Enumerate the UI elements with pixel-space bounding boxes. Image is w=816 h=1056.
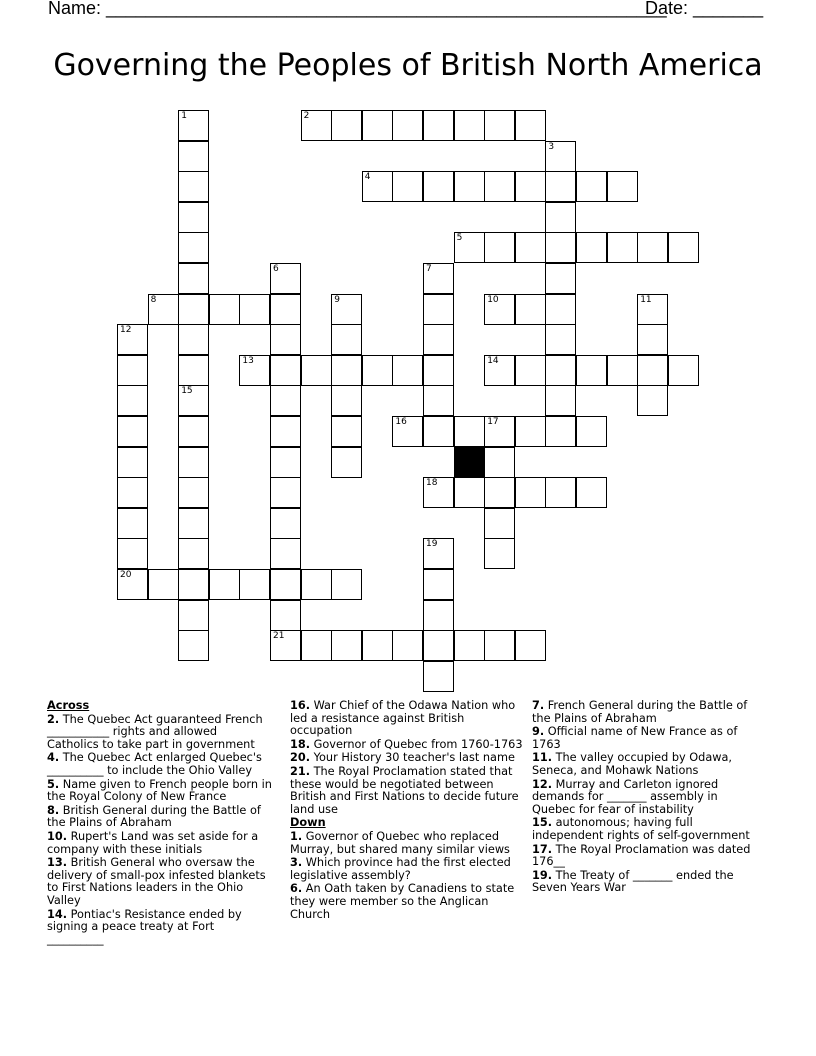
crossword-cell[interactable] (423, 171, 454, 202)
crossword-cell[interactable] (301, 569, 332, 600)
crossword-cell[interactable] (178, 600, 209, 631)
crossword-cell[interactable] (362, 171, 393, 202)
clue-16 (290, 700, 525, 738)
crossword-cell[interactable] (117, 508, 148, 539)
crossword-cell[interactable] (270, 355, 301, 386)
crossword-cell[interactable] (545, 416, 576, 447)
clue-number-label: 17 (487, 417, 499, 427)
crossword-cell[interactable] (515, 477, 546, 508)
crossword-cell[interactable] (423, 263, 454, 294)
crossword-cell[interactable] (454, 477, 485, 508)
crossword-cell[interactable] (423, 600, 454, 631)
crossword-cell[interactable] (484, 447, 515, 478)
clue-13 (47, 857, 272, 907)
clue-text: The Quebec Act enlarged Quebec's __________ to include the Ohio Valley (47, 751, 262, 777)
crossword-cell[interactable] (270, 385, 301, 416)
clue-4 (47, 752, 272, 777)
clue-8 (47, 805, 272, 830)
crossword-cell[interactable] (545, 385, 576, 416)
crossword-cell[interactable] (515, 630, 546, 661)
clue-20 (290, 752, 525, 765)
crossword-cell[interactable] (454, 630, 485, 661)
clue-text: Governor of Quebec from 1760-1763 (310, 737, 523, 751)
clue-number: 1. (290, 829, 303, 843)
crossword-cell[interactable] (484, 477, 515, 508)
clue-text: Governor of Quebec who replaced Murray, but shared many similar views (290, 829, 510, 856)
crossword-cell[interactable] (117, 355, 148, 386)
crossword-cell[interactable] (148, 569, 179, 600)
crossword-cell[interactable] (117, 416, 148, 447)
clue-number-label: 6 (273, 264, 279, 274)
clue-number: 2. (47, 712, 60, 726)
crossword-cell[interactable] (545, 477, 576, 508)
crossword-cell[interactable] (301, 355, 332, 386)
crossword-cell[interactable] (117, 324, 148, 355)
crossword-cell[interactable] (515, 171, 546, 202)
crossword-cell[interactable] (209, 294, 240, 325)
crossword-cell[interactable] (484, 416, 515, 447)
clue-number: 9. (532, 725, 545, 739)
crossword-cell[interactable] (270, 477, 301, 508)
clue-number: 13. (47, 856, 68, 870)
across-clue-list-continued (290, 700, 525, 816)
crossword-cell[interactable] (576, 232, 607, 263)
clue-text: French General during the Battle of the Plains of Abraham (532, 699, 748, 725)
clue-text: The Treaty of _______ ended the Seven Years War (532, 868, 734, 895)
clue-number: 10. (47, 829, 68, 843)
crossword-cell[interactable] (545, 232, 576, 263)
clue-number: 18. (290, 737, 311, 751)
clue-text: Pontiac's Resistance ended by signing a peace treaty at Fort __________ (47, 907, 242, 946)
clue-number-label: 7 (426, 264, 432, 274)
crossword-cell[interactable] (576, 171, 607, 202)
crossword-cell[interactable] (178, 385, 209, 416)
crossword-cell[interactable] (392, 110, 423, 141)
crossword-cell[interactable] (515, 416, 546, 447)
crossword-cell[interactable] (301, 630, 332, 661)
crossword-cell[interactable] (117, 477, 148, 508)
crossword-cell[interactable] (117, 538, 148, 569)
crossword-cell[interactable] (331, 355, 362, 386)
crossword-cell[interactable] (423, 324, 454, 355)
crossword-cell[interactable] (270, 538, 301, 569)
crossword-cell[interactable] (545, 294, 576, 325)
clue-number: 20. (290, 751, 311, 765)
clue-6 (290, 883, 525, 921)
crossword-cell[interactable] (117, 385, 148, 416)
crossword-cell[interactable] (270, 508, 301, 539)
black-square (454, 447, 485, 478)
crossword-cell[interactable] (178, 110, 209, 141)
crossword-cell[interactable] (270, 447, 301, 478)
clue-number: 16. (290, 699, 311, 712)
crossword-cell[interactable] (178, 538, 209, 569)
crossword-cell[interactable] (331, 630, 362, 661)
clue-number: 7. (532, 699, 545, 712)
crossword-cell[interactable] (178, 416, 209, 447)
crossword-cell[interactable] (668, 232, 699, 263)
clue-number-label: 5 (456, 233, 463, 244)
crossword-cell[interactable] (423, 477, 454, 508)
clue-number-label: 19 (426, 539, 438, 550)
crossword-cell[interactable] (515, 355, 546, 386)
clue-number-label: 8 (150, 294, 157, 305)
name-line: Name: ________________________________________________________ (48, 0, 667, 18)
crossword-cell[interactable] (362, 630, 393, 661)
crossword-cell[interactable] (178, 324, 209, 355)
clue-number-label: 11 (640, 294, 652, 305)
clue-11 (532, 752, 757, 777)
crossword-cell[interactable] (637, 294, 668, 325)
clue-number-label: 21 (273, 631, 285, 642)
clue-number: 14. (47, 907, 68, 921)
crossword-cell[interactable] (392, 355, 423, 386)
date-line: Date: _______ (645, 0, 764, 18)
clues-column-3 (532, 700, 757, 896)
across-heading: Across (47, 699, 90, 712)
crossword-cell[interactable] (178, 232, 209, 263)
clue-number: 19. (532, 868, 553, 882)
crossword-cell[interactable] (484, 171, 515, 202)
clue-number: 5. (47, 777, 60, 791)
crossword-cell[interactable] (423, 385, 454, 416)
clue-number-label: 3 (548, 141, 555, 152)
crossword-cell[interactable] (178, 447, 209, 478)
crossword-cell[interactable] (576, 355, 607, 386)
clue-12 (532, 779, 757, 817)
clue-number-label: 18 (426, 478, 438, 489)
clue-number-label: 13 (242, 355, 254, 366)
crossword-cell[interactable] (454, 171, 485, 202)
crossword-cell[interactable] (484, 355, 515, 386)
crossword-cell[interactable] (331, 294, 362, 325)
clue-number: 21. (290, 764, 311, 778)
clue-number: 12. (532, 777, 553, 791)
crossword-cell[interactable] (637, 324, 668, 355)
crossword-cell[interactable] (484, 294, 515, 325)
crossword-cell[interactable] (178, 141, 209, 172)
clue-text: Name given to French people born in the Royal Colony of New France (47, 777, 272, 804)
crossword-cell[interactable] (515, 294, 546, 325)
clue-number: 15. (532, 816, 553, 830)
crossword-cell[interactable] (454, 232, 485, 263)
crossword-cell[interactable] (239, 294, 270, 325)
clue-17 (532, 844, 757, 869)
crossword-cell[interactable] (545, 141, 576, 172)
crossword-cell[interactable] (148, 294, 179, 325)
crossword-cell[interactable] (117, 447, 148, 478)
crossword-cell[interactable] (454, 110, 485, 141)
crossword-cell[interactable] (392, 630, 423, 661)
crossword-cell[interactable] (270, 416, 301, 447)
crossword-cell[interactable] (484, 538, 515, 569)
clue-text: Which province had the first elected legislative assembly? (290, 856, 511, 882)
clue-text: Official name of New France as of 1763 (532, 725, 738, 751)
crossword-cell[interactable] (423, 569, 454, 600)
crossword-cell[interactable] (423, 630, 454, 661)
crossword-cell[interactable] (239, 355, 270, 386)
clue-5 (47, 779, 272, 804)
crossword-cell[interactable] (209, 569, 240, 600)
crossword-cell[interactable] (423, 355, 454, 386)
crossword-cell[interactable] (178, 171, 209, 202)
clue-1 (290, 831, 525, 856)
crossword-cell[interactable] (362, 110, 393, 141)
crossword-cell[interactable] (331, 569, 362, 600)
crossword-cell[interactable] (637, 355, 668, 386)
crossword-cell[interactable] (178, 630, 209, 661)
clue-text: War Chief of the Odawa Nation who led a resistance against British occupation (290, 699, 516, 738)
clue-text: Your History 30 teacher's last name (310, 751, 515, 765)
clue-text: The Royal Proclamation was dated 176__ (532, 842, 751, 869)
crossword-cell[interactable] (178, 202, 209, 233)
clue-text: autonomous; having full independent rights of self-government (532, 816, 750, 842)
crossword-cell[interactable] (515, 110, 546, 141)
clue-number-label: 10 (487, 294, 499, 305)
crossword-cell[interactable] (423, 416, 454, 447)
clue-number: 3. (290, 856, 303, 870)
clue-text: An Oath taken by Canadiens to state they were member so the Anglican Church (290, 882, 515, 921)
crossword-cell[interactable] (178, 355, 209, 386)
crossword-cell[interactable] (484, 110, 515, 141)
crossword-cell[interactable] (576, 416, 607, 447)
clues-column-1 (47, 700, 272, 947)
clue-text: The Royal Proclamation stated that these would be negotiated between British and First Nations to decide future land use (290, 764, 519, 816)
down-heading: Down (290, 816, 326, 830)
clue-number-label: 12 (120, 325, 132, 336)
clue-9 (532, 726, 757, 751)
crossword-cell[interactable] (178, 294, 209, 325)
clue-text: Rupert's Land was set aside for a company with these initials (47, 829, 259, 856)
crossword-cell[interactable] (484, 232, 515, 263)
clue-number: 11. (532, 751, 553, 765)
crossword-cell[interactable] (454, 416, 485, 447)
crossword-cell[interactable] (423, 110, 454, 141)
crossword-cell[interactable] (637, 385, 668, 416)
crossword-cell[interactable] (668, 355, 699, 386)
crossword-cell[interactable] (178, 477, 209, 508)
clue-number: 4. (47, 751, 60, 765)
clue-19 (532, 870, 757, 895)
clue-number-label: 2 (303, 111, 310, 121)
crossword-cell[interactable] (270, 263, 301, 294)
clue-number-label: 1 (181, 111, 187, 121)
clue-number-label: 9 (334, 294, 340, 305)
clue-text: British General who oversaw the delivery of small-pox infested blankets to First Nations leaders in the Ohio Valley (47, 856, 266, 907)
crossword-cell[interactable] (423, 538, 454, 569)
crossword-cell[interactable] (362, 355, 393, 386)
crossword-cell[interactable] (270, 569, 301, 600)
clue-number: 17. (532, 842, 553, 856)
crossword-cell[interactable] (423, 294, 454, 325)
crossword-cell[interactable] (331, 385, 362, 416)
crossword-cell[interactable] (545, 202, 576, 233)
crossword-cell[interactable] (484, 630, 515, 661)
clue-10 (47, 831, 272, 856)
crossword-cell[interactable] (607, 171, 638, 202)
clues-column-2 (290, 700, 525, 922)
crossword-cell[interactable] (331, 324, 362, 355)
clue-text: The Quebec Act guaranteed French ___________ rights and allowed Catholics to take part in government (47, 712, 263, 751)
clue-number: 6. (290, 882, 303, 896)
clue-number-label: 15 (181, 386, 193, 397)
crossword-cell[interactable] (301, 110, 332, 141)
crossword-cell[interactable] (423, 661, 454, 692)
crossword-cell[interactable] (607, 232, 638, 263)
crossword-cell[interactable] (270, 630, 301, 661)
clue-3 (290, 857, 525, 882)
clue-number-label: 16 (395, 417, 407, 427)
crossword-cell[interactable] (270, 600, 301, 631)
clue-14 (47, 909, 272, 947)
crossword-cell[interactable] (270, 324, 301, 355)
crossword-cell[interactable] (545, 355, 576, 386)
clue-text: Murray and Carleton ignored demands for _______ assembly in Quebec for fear of instability (532, 777, 719, 816)
crossword-cell[interactable] (331, 447, 362, 478)
crossword-cell[interactable] (270, 294, 301, 325)
crossword-cell[interactable] (392, 416, 423, 447)
crossword-cell[interactable] (515, 232, 546, 263)
crossword-cell[interactable] (117, 569, 148, 600)
crossword-cell[interactable] (545, 263, 576, 294)
crossword-cell[interactable] (545, 324, 576, 355)
crossword-cell[interactable] (239, 569, 270, 600)
crossword-cell[interactable] (331, 110, 362, 141)
crossword-cell[interactable] (178, 263, 209, 294)
clue-18 (290, 739, 525, 752)
page-title: Governing the Peoples of British North America (53, 48, 763, 83)
crossword-cell[interactable] (545, 171, 576, 202)
clue-15 (532, 817, 757, 842)
clue-number-label: 20 (120, 570, 132, 580)
clue-text: British General during the Battle of the Plains of Abraham (47, 803, 261, 830)
clue-number: 8. (47, 803, 60, 817)
clue-7 (532, 700, 757, 725)
clue-text: The valley occupied by Odawa, Seneca, and Mohawk Nations (532, 751, 733, 777)
crossword-cell[interactable] (637, 232, 668, 263)
clue-2 (47, 714, 272, 752)
down-clue-list-continued (532, 700, 757, 895)
down-clue-list (290, 831, 525, 921)
clue-21 (290, 766, 525, 816)
crossword-cell[interactable] (392, 171, 423, 202)
crossword-cell[interactable] (484, 508, 515, 539)
crossword-cell[interactable] (607, 355, 638, 386)
clue-number-label: 14 (487, 355, 499, 366)
crossword-cell[interactable] (331, 416, 362, 447)
crossword-cell[interactable] (178, 569, 209, 600)
crossword-cell[interactable] (576, 477, 607, 508)
crossword-cell[interactable] (178, 508, 209, 539)
across-clue-list (47, 714, 272, 947)
clue-number-label: 4 (364, 172, 371, 183)
